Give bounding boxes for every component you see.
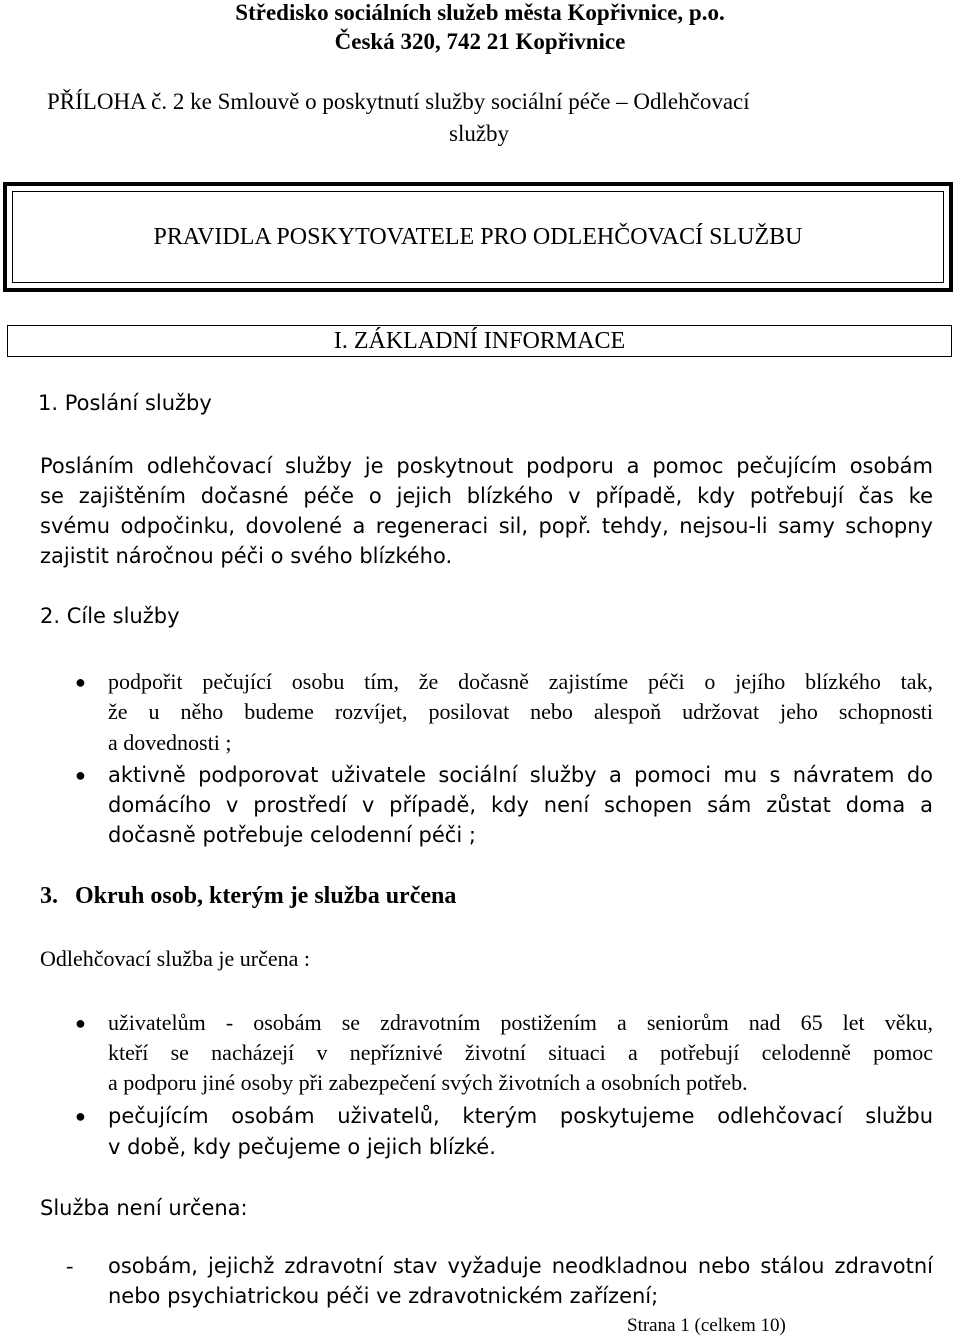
section-title-box bbox=[7, 325, 952, 357]
cile-bullet-2-line-3: dočasně potřebuje celodenní péči ; bbox=[108, 823, 476, 847]
priloha-line-1: PŘÍLOHA č. 2 ke Smlouvě o poskytnutí služby sociální péče – Odlehčovací bbox=[47, 89, 750, 114]
cile-bullet-1-line-3: a dovednosti ; bbox=[108, 730, 232, 755]
cile-bullet-2-line-1: aktivně podporovat uživatele sociální služby a pomoci mu s návratem do bbox=[108, 763, 933, 787]
priloha-line-2: služby bbox=[449, 121, 510, 146]
poslani-line-1: Posláním odlehčovací služby je poskytnout podporu a pomoc pečujícím osobám bbox=[40, 454, 933, 478]
org-address: Česká 320, 742 21 Kopřivnice bbox=[334, 29, 626, 54]
heading-cile: 2. Cíle služby bbox=[40, 604, 180, 628]
neni-urcena-line-1: osobám, jejichž zdravotní stav vyžaduje neodkladnou nebo stálou zdravotní bbox=[108, 1254, 933, 1278]
okruh-bullet-2-line-2: v době, kdy pečujeme o jejich blízké. bbox=[108, 1135, 496, 1159]
org-name: Středisko sociálních služeb města Kopřivnice, p.o. bbox=[235, 0, 725, 25]
dash-marker: - bbox=[66, 1253, 74, 1278]
okruh-bullet-2-line-1: pečujícím osobám uživatelů, kterým poskytujeme odlehčovací službu bbox=[108, 1104, 933, 1128]
sluzba-neni-urcena: Služba není určena: bbox=[40, 1196, 248, 1220]
okruh-bullet-1-line-2: kteří se nacházejí v nepříznivé životní situaci a potřebují celodenně pomoc bbox=[108, 1040, 933, 1065]
bullet-dot-icon: ● bbox=[75, 1106, 86, 1126]
heading-poslani: 1. Poslání služby bbox=[38, 391, 212, 415]
heading-okruh-number: 3. bbox=[40, 883, 58, 909]
neni-urcena-line-2: nebo psychiatrickou péči ve zdravotnickém zařízení; bbox=[108, 1284, 659, 1308]
page-number: Strana 1 (celkem 10) bbox=[627, 1315, 786, 1336]
cile-bullet-2-line-2: domácího v prostředí v případě, kdy není schopen sám zůstat doma a bbox=[108, 793, 933, 817]
heading-okruh: Okruh osob, kterým je služba určena bbox=[75, 883, 457, 909]
rules-title-box bbox=[3, 182, 953, 292]
cile-bullet-1-line-2: že u něho budeme rozvíjet, posilovat nebo alespoň udržovat jeho schopnosti bbox=[108, 699, 933, 724]
section-title: I. ZÁKLADNÍ INFORMACE bbox=[333, 328, 626, 354]
cile-bullet-1-line-1: podpořit pečující osobu tím, že dočasně zajistíme péči o jejího blízkého tak, bbox=[108, 669, 933, 694]
poslani-line-3: svému odpočinku, dovolené a regeneraci sil, popř. tehdy, nejsou-li samy schopny bbox=[40, 514, 933, 538]
bullet-dot-icon: ● bbox=[75, 765, 86, 785]
bullet-dot-icon: ● bbox=[75, 672, 86, 692]
rules-title: PRAVIDLA POSKYTOVATELE PRO ODLEHČOVACÍ SLUŽBU bbox=[153, 224, 803, 250]
okruh-bullet-1-line-3: a podporu jiné osoby při zabezpečení svých životních a osobních potřeb. bbox=[108, 1070, 748, 1095]
bullet-dot-icon: ● bbox=[75, 1013, 86, 1033]
poslani-line-2: se zajištěním dočasné péče o jejich blízkého v případě, kdy potřebují čas ke bbox=[40, 484, 933, 508]
okruh-bullet-1-line-1: uživatelům - osobám se zdravotním postižením a seniorům nad 65 let věku, bbox=[108, 1010, 933, 1035]
poslani-line-4: zajistit náročnou péči o svého blízkého. bbox=[40, 544, 453, 568]
okruh-intro: Odlehčovací služba je určena : bbox=[40, 946, 310, 971]
